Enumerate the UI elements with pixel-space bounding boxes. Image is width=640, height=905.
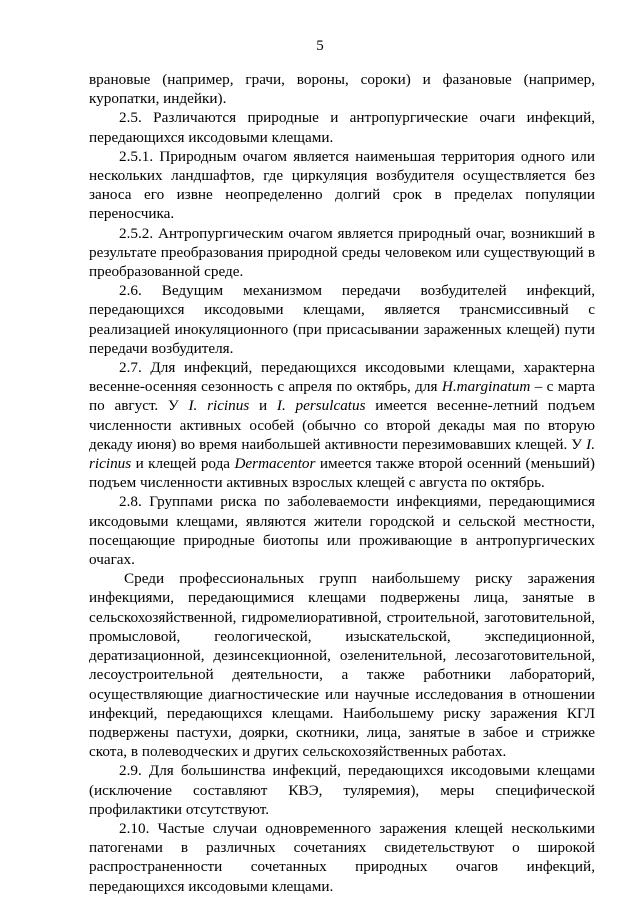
paragraph-2-5-2: 2.5.2. Антропургическим очагом является природный очаг, возникший в результате преобразования природной среды человеком или существующий в преобразованной среде. (89, 224, 595, 281)
paragraph-professional-groups: Среди профессиональных групп наибольшему риску заражения инфекциями, передающимися клещами подвержены лица, занятые в сельскохозяйственной, гидромелиоративной, строительной, заготовительной, промысловой, геологической, изыскательской, экспедиционной, дератизационной, дезинсекционной, озеленительной, лесозаготовительной, лесоустроительной деятельности, а также работники лабораторий, осуществляющие диагностические или научные исследования в отношении инфекций, передающихся клещами. Наибольшему риску заражения КГЛ подвержены пастухи, доярки, скотники, лица, занятые в забое и стрижке скота, в полеводческих и других сельскохозяйственных работах. (89, 570, 595, 761)
paragraph-2-5-1: 2.5.1. Природным очагом является наименьшая территория одного или нескольких ландшафтов, где циркуляция возбудителя осуществляется без заноса его извне неопределенно долгий срок в пределах популяции переносчика. (89, 147, 595, 223)
paragraph-2-6: 2.6. Ведущим механизмом передачи возбудителей инфекций, передающихся иксодовыми клещами, является трансмиссивный с реализацией инокуляционного (при присасывании зараженных клещей) пути передачи возбудителя. (89, 282, 595, 357)
paragraph-2-7-text-1: 2.7. Для инфекций, передающихся иксодовыми клещами, характерна весенне-осенняя сезонность с апреля по октябрь, для (89, 359, 595, 396)
page-number: 5 (316, 38, 324, 54)
paragraph-2-7-text-3: и (249, 397, 277, 415)
paragraph-2-8: 2.8. Группами риска по заболеваемости инфекциями, передающимися иксодовыми клещами, являются жители городской и сельской местности, посещающие природные биотопы или проживающие в антропургических очагах. (89, 493, 595, 569)
species-h-marginatum: H.marginatum (441, 378, 531, 396)
species-i-persulcatus: I. persulcatus (276, 397, 366, 415)
paragraph-2-7-text-5: и клещей рода (131, 455, 235, 473)
paragraph-2-7-text-2: – с марта по август. У (89, 378, 595, 415)
paragraph-birds-continuation: врановые (например, грачи, вороны, сороки) и фазановые (например, куропатки, индейки). (89, 71, 595, 108)
genus-dermacentor: Dermacentor (234, 455, 316, 473)
paragraph-2-9: 2.9. Для большинства инфекций, передающихся иксодовыми клещами (исключение составляют КВЭ, туляремия), меры специфической профилактики отсутствуют. (89, 762, 595, 818)
body-text (89, 70, 595, 896)
paragraph-2-7-text-6: имеется также второй осенний (меньший) подъем численности активных взрослых клещей с августа по октябрь. (89, 455, 595, 492)
paragraph-2-7 (89, 358, 595, 492)
species-i-ricinus: I. ricinus (188, 397, 250, 415)
paragraph-2-7-text-4: имеется весенне-летний подъем численности активных особей (обычно со второй декады мая по вторую декаду июня) во время наибольшей активности перезимовавших клещей. У (89, 397, 595, 453)
species-i-ricinus-2: I. ricinus (89, 435, 595, 473)
paragraph-2-5: 2.5. Различаются природные и антропургические очаги инфекций, передающихся иксодовыми клещами. (89, 109, 595, 146)
paragraph-2-10: 2.10. Частые случаи одновременного заражения клещей несколькими патогенами в различных сочетаниях свидетельствуют о широкой распространенности сочетанных природных очагов инфекций, передающихся иксодовыми клещами. (89, 819, 595, 895)
